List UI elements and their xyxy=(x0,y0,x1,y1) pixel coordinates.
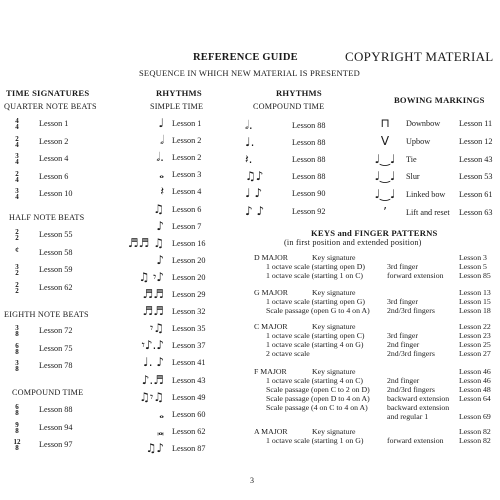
lesson-ref: Lesson 90 xyxy=(292,189,326,199)
key-name: A MAJOR xyxy=(254,427,288,436)
lesson-ref: Lesson 4 xyxy=(39,154,69,164)
lesson-ref: Lesson 88 xyxy=(292,121,326,130)
lesson-ref: Lesson 61 xyxy=(459,190,493,200)
rhythm-symbol: ♬♬ xyxy=(142,304,164,319)
key-detail: Scale passage (open C to 2 on D) xyxy=(266,384,370,394)
lesson-ref: Lesson 23 xyxy=(459,330,491,340)
lesson-ref: Lesson 43 xyxy=(172,375,206,385)
key-detail: 1 octave scale (starting 4 on C) xyxy=(266,375,363,385)
rhythm-symbol: 𝄾♫ xyxy=(150,321,164,336)
time-signature-mark: 2 xyxy=(15,269,19,278)
simple-time-label: SIMPLE TIME xyxy=(150,102,204,111)
rhythm-symbol: 𝄽. xyxy=(245,152,253,167)
finger-pattern: backward extension xyxy=(387,402,450,412)
lesson-ref: Lesson 97 xyxy=(39,440,73,450)
lesson-ref: Lesson 32 xyxy=(172,307,206,317)
time-signature-mark: 8 xyxy=(15,347,19,356)
time-signature-mark: 2 xyxy=(15,134,19,143)
bowing-mark: ♩‿♩ xyxy=(374,169,396,184)
lesson-ref: Lesson 59 xyxy=(39,265,73,275)
rhythms-simple-heading: RHYTHMS xyxy=(156,88,202,98)
time-signature-mark: 9 xyxy=(15,420,19,429)
copyright-label: COPYRIGHT MATERIAL xyxy=(345,49,494,64)
finger-pattern: and regular 1 xyxy=(387,411,429,421)
compound-time-label: COMPOUND TIME xyxy=(253,102,325,111)
time-signature-mark: 3 xyxy=(15,324,19,332)
key-detail: Scale passage (open G to 4 on A) xyxy=(266,305,370,315)
bowing-mark: ♩‿♩ xyxy=(374,187,396,202)
rhythm-symbol: ♪ xyxy=(156,252,164,267)
rhythm-symbol: 𝅜 xyxy=(157,423,164,438)
rhythm-symbol: ♪ ♪ xyxy=(245,203,265,218)
key-name: D MAJOR xyxy=(254,253,289,262)
time-signature-mark: 6 xyxy=(15,403,19,411)
finger-pattern: 2nd/3rd fingers xyxy=(387,348,435,358)
lesson-ref: Lesson 46 xyxy=(459,375,491,385)
time-signature-mark: 4 xyxy=(15,175,19,184)
lesson-ref: Lesson 62 xyxy=(172,426,206,436)
key-detail: Key signature xyxy=(312,367,356,376)
lesson-ref: Lesson 88 xyxy=(39,405,73,414)
rhythm-symbol: 𝄽 xyxy=(160,184,164,199)
lesson-ref: Lesson 3 xyxy=(459,253,487,262)
lesson-ref: Lesson 85 xyxy=(459,270,491,280)
key-detail: 1 octave scale (starting open G) xyxy=(266,296,365,306)
rhythm-symbol: ♪.♬ xyxy=(141,372,164,387)
time-signature-mark: ¢ xyxy=(15,245,19,254)
time-signature-mark: 2 xyxy=(15,228,19,236)
lesson-ref: Lesson 10 xyxy=(39,189,73,199)
lesson-ref: Lesson 92 xyxy=(292,206,326,216)
lesson-ref: Lesson 6 xyxy=(172,204,202,214)
lesson-ref: Lesson 4 xyxy=(172,187,202,197)
time-signature-mark: 4 xyxy=(15,158,19,167)
lesson-ref: Lesson 7 xyxy=(172,221,202,231)
bowing-heading: BOWING MARKINGS xyxy=(394,95,485,105)
lesson-ref: Lesson 12 xyxy=(459,136,493,146)
time-signature-mark: 4 xyxy=(15,117,19,125)
key-name: G MAJOR xyxy=(254,288,289,297)
finger-pattern: 3rd finger xyxy=(387,261,418,271)
lesson-ref: Lesson 60 xyxy=(172,409,206,419)
lesson-ref: Lesson 11 xyxy=(459,119,493,128)
lesson-ref: Lesson 82 xyxy=(459,427,491,436)
key-detail: 1 octave scale (starting open C) xyxy=(266,330,365,340)
lesson-ref: Lesson 43 xyxy=(459,154,493,164)
lesson-ref: Lesson 2 xyxy=(172,136,202,146)
time-signature-mark: 8 xyxy=(15,409,19,417)
rhythm-symbol: 𝅝 xyxy=(159,406,164,421)
key-detail: 1 octave scale (starting 4 on G) xyxy=(266,339,364,349)
lesson-ref: Lesson 63 xyxy=(459,208,493,217)
keys-heading: KEYS and FINGER PATTERNS xyxy=(311,228,438,238)
rhythm-symbol: 𝅗𝅥. xyxy=(245,118,253,132)
key-detail: 2 octave scale xyxy=(266,348,310,358)
bowing-mark: ♩‿♩ xyxy=(374,151,396,166)
bowing-name: Downbow xyxy=(406,119,441,128)
rhythm-symbol: ♬♬ ♫ xyxy=(127,235,164,250)
time-signature-mark: 2 xyxy=(15,234,19,242)
finger-pattern: 2nd finger xyxy=(387,375,420,385)
lesson-ref: Lesson 49 xyxy=(172,392,206,402)
lesson-ref: Lesson 53 xyxy=(459,172,493,182)
lesson-ref: Lesson 94 xyxy=(39,422,73,432)
lesson-ref: Lesson 2 xyxy=(172,153,202,163)
rhythm-symbol: 𝅝 xyxy=(159,167,164,182)
lesson-ref: Lesson 1 xyxy=(39,119,69,128)
lesson-ref: Lesson 62 xyxy=(39,282,73,292)
key-name: C MAJOR xyxy=(254,322,288,331)
lesson-ref: Lesson 55 xyxy=(39,230,73,239)
lesson-ref: Lesson 15 xyxy=(459,296,491,306)
lesson-ref: Lesson 48 xyxy=(459,384,491,394)
lesson-ref: Lesson 82 xyxy=(459,435,491,445)
lesson-ref: Lesson 46 xyxy=(459,367,491,376)
rhythm-symbol: ♩. ♪ xyxy=(143,355,164,370)
time-signature-mark: 2 xyxy=(15,286,19,295)
rhythm-symbol: 𝅗𝅥. xyxy=(156,150,164,165)
finger-pattern: forward extension xyxy=(387,435,444,445)
time-signature-mark: 8 xyxy=(15,444,19,453)
lesson-ref: Lesson 58 xyxy=(39,247,73,257)
page-number: 3 xyxy=(250,476,254,485)
finger-pattern: 3rd finger xyxy=(387,330,418,340)
time-signature-mark: 8 xyxy=(15,330,19,338)
time-sig-group-label: EIGHTH NOTE BEATS xyxy=(4,310,89,319)
rhythm-symbol: ♫𝄾♫ xyxy=(139,389,164,404)
key-detail: 1 octave scale (starting 1 on G) xyxy=(266,435,364,445)
finger-pattern: 2nd/3rd fingers xyxy=(387,384,435,394)
time-signature-mark: 2 xyxy=(15,169,19,178)
finger-pattern: 2nd finger xyxy=(387,339,420,349)
key-detail: Scale passage (4 on C to 4 on A) xyxy=(266,402,368,412)
keys-subheading: (in first position and extended position) xyxy=(284,238,422,247)
time-signature-mark: 3 xyxy=(15,359,19,368)
lesson-ref: Lesson 18 xyxy=(459,305,491,315)
key-detail: 1 octave scale (starting 1 on C) xyxy=(266,270,363,280)
key-detail: Key signature xyxy=(312,322,356,331)
time-signature-mark: 4 xyxy=(15,193,19,202)
finger-pattern: 2nd/3rd fingers xyxy=(387,305,435,315)
lesson-ref: Lesson 37 xyxy=(172,341,206,351)
finger-pattern: 3rd finger xyxy=(387,296,418,306)
bowing-name: Lift and reset xyxy=(406,208,450,217)
lesson-ref: Lesson 78 xyxy=(39,361,73,371)
bowing-name: Slur xyxy=(406,172,420,182)
bowing-mark: ’ xyxy=(383,205,387,219)
key-detail: 1 octave scale (starting open D) xyxy=(266,261,365,271)
lesson-ref: Lesson 72 xyxy=(39,326,73,335)
time-signature-mark: 8 xyxy=(15,365,19,374)
time-signature-mark: 4 xyxy=(15,123,19,131)
key-detail: Key signature xyxy=(312,288,356,297)
time-signature-mark: 4 xyxy=(15,140,19,149)
rhythm-symbol: ♫ xyxy=(153,201,164,216)
bowing-mark: ⊓ xyxy=(380,116,390,130)
time-signature-mark: 8 xyxy=(15,426,19,435)
time-signature-mark: 2 xyxy=(15,280,19,289)
lesson-ref: Lesson 2 xyxy=(39,136,69,146)
time-sig-group-label: COMPOUND TIME xyxy=(12,388,84,397)
lesson-ref: Lesson 29 xyxy=(172,290,206,299)
time-sig-group-label: HALF NOTE BEATS xyxy=(9,213,85,222)
lesson-ref: Lesson 20 xyxy=(172,272,206,282)
bowing-name: Tie xyxy=(406,154,417,164)
bowing-mark: V xyxy=(380,133,390,148)
bowing-name: Linked bow xyxy=(406,190,446,200)
rhythm-symbol: ♫ 𝄾♪ xyxy=(138,269,164,284)
bowing-name: Upbow xyxy=(406,136,431,146)
lesson-ref: Lesson 69 xyxy=(459,411,491,421)
lesson-ref: Lesson 88 xyxy=(292,155,326,165)
key-detail: Scale passage (open D to 4 on A) xyxy=(266,393,370,403)
time-signatures-heading: TIME SIGNATURES xyxy=(6,88,90,98)
lesson-ref: Lesson 87 xyxy=(172,443,206,453)
time-signature-mark: 3 xyxy=(15,263,19,272)
rhythm-symbol: ♩ xyxy=(158,116,164,130)
lesson-ref: Lesson 22 xyxy=(459,322,491,331)
lesson-ref: Lesson 88 xyxy=(292,172,326,182)
rhythm-symbol: ♩. xyxy=(245,135,255,150)
rhythm-symbol: ♪ xyxy=(156,218,164,233)
lesson-ref: Lesson 1 xyxy=(172,119,202,128)
lesson-ref: Lesson 64 xyxy=(459,393,491,403)
lesson-ref: Lesson 16 xyxy=(172,238,206,248)
rhythm-symbol: ♬♬ xyxy=(142,287,164,301)
lesson-ref: Lesson 75 xyxy=(39,343,73,353)
time-signature-mark: 3 xyxy=(15,187,19,196)
lesson-ref: Lesson 3 xyxy=(172,170,202,180)
key-detail: Key signature xyxy=(312,253,356,262)
lesson-ref: Lesson 13 xyxy=(459,288,491,297)
lesson-ref: Lesson 20 xyxy=(172,255,206,265)
lesson-ref: Lesson 41 xyxy=(172,358,206,368)
finger-pattern: backward extension xyxy=(387,393,450,403)
rhythm-symbol: ♫♪ xyxy=(145,440,164,455)
rhythm-symbol: ♫♪ xyxy=(245,169,264,184)
key-detail: Key signature xyxy=(312,427,356,436)
time-signature-mark: 6 xyxy=(15,341,19,350)
rhythms-compound-heading: RHYTHMS xyxy=(276,88,322,98)
lesson-ref: Lesson 6 xyxy=(39,171,69,181)
time-sig-group-label: QUARTER NOTE BEATS xyxy=(4,102,97,111)
time-signature-mark: 12 xyxy=(13,438,21,447)
rhythm-symbol: ♩ ♪ xyxy=(245,186,263,201)
lesson-ref: Lesson 27 xyxy=(459,348,491,358)
lesson-ref: Lesson 5 xyxy=(459,261,487,271)
finger-pattern: forward extension xyxy=(387,270,444,280)
page-subtitle: SEQUENCE IN WHICH NEW MATERIAL IS PRESENTED xyxy=(139,68,360,78)
key-name: F MAJOR xyxy=(254,367,287,376)
page-title: REFERENCE GUIDE xyxy=(193,52,298,63)
lesson-ref: Lesson 35 xyxy=(172,324,206,334)
lesson-ref: Lesson 25 xyxy=(459,339,491,349)
time-signature-mark: 3 xyxy=(15,152,19,161)
lesson-ref: Lesson 88 xyxy=(292,138,326,148)
rhythm-symbol: 𝅗𝅥 xyxy=(160,133,164,148)
rhythm-symbol: 𝄾♪.♪ xyxy=(141,338,164,353)
